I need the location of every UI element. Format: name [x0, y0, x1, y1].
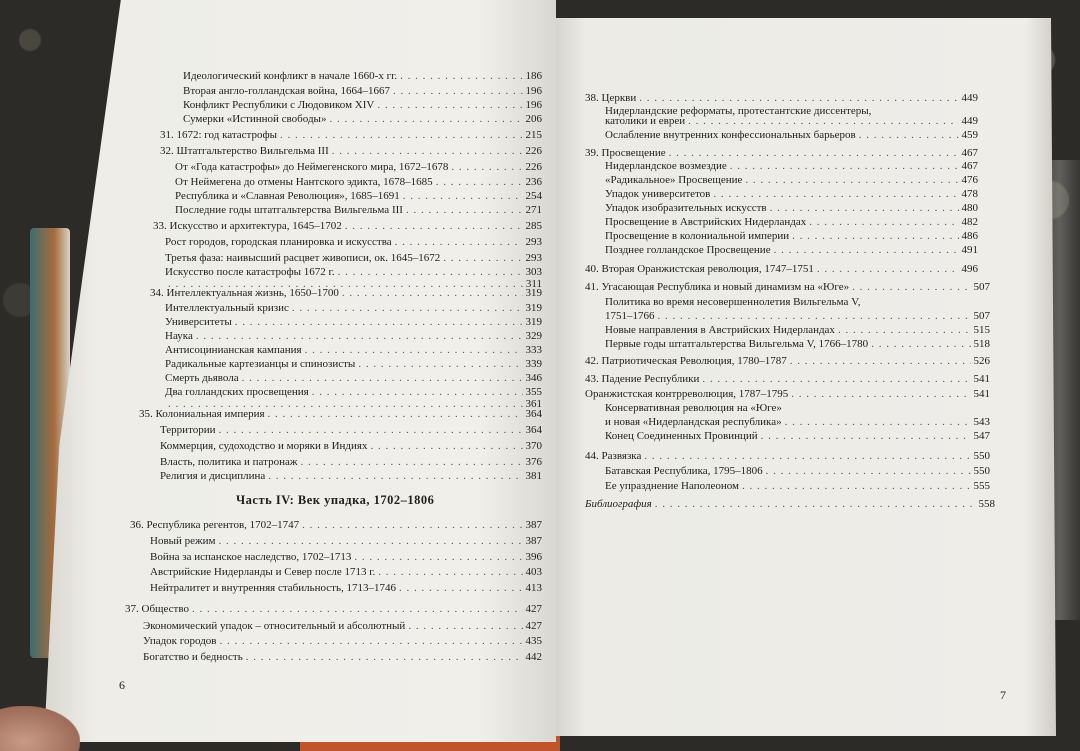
toc-leader-dots — [192, 603, 523, 615]
toc-entry-title: Новый режим — [150, 535, 216, 547]
toc-leader-dots — [790, 355, 971, 367]
left-toc-entry — [165, 330, 542, 342]
right-toc-entry — [605, 465, 990, 477]
toc-leader-dots — [300, 456, 522, 468]
toc-entry-page: 396 — [525, 551, 542, 563]
toc-leader-dots — [408, 620, 522, 632]
toc-entry-page: 467 — [961, 147, 978, 159]
toc-entry-page: 206 — [525, 113, 542, 125]
toc-entry-title: 42. Патриотическая Революция, 1780–1787 — [585, 355, 787, 367]
left-toc-entry — [160, 424, 542, 436]
toc-entry-page: 449 — [961, 92, 978, 104]
toc-leader-dots — [292, 302, 523, 314]
left-toc-entry — [160, 145, 542, 157]
left-toc-entry — [165, 358, 542, 370]
toc-entry-page: 550 — [973, 450, 990, 462]
toc-entry-title: Вторая англо-голландская война, 1664–1667 — [183, 85, 391, 97]
toc-entry-page: 361 — [525, 398, 542, 410]
left-toc-entry — [150, 582, 542, 594]
toc-leader-dots — [399, 582, 522, 594]
toc-entry-page: 476 — [961, 174, 978, 186]
toc-entry-page: 215 — [525, 129, 542, 141]
toc-leader-dots — [655, 498, 976, 510]
toc-entry-page: 518 — [973, 338, 990, 350]
toc-entry-title: Батавская Республика, 1795–1806 — [605, 465, 763, 477]
toc-leader-dots — [338, 266, 523, 278]
toc-entry-page: 541 — [973, 373, 990, 385]
toc-entry-page: 376 — [525, 456, 542, 468]
left-toc-entry — [165, 386, 542, 398]
right-toc-entry — [585, 450, 990, 462]
toc-entry-title: Смерть дьявола — [165, 372, 239, 384]
right-toc-entry — [605, 115, 978, 127]
toc-leader-dots — [280, 129, 522, 141]
toc-entry-page: 364 — [525, 424, 542, 436]
toc-entry-title: Новые направления в Австрийских Нидерландах — [605, 324, 835, 336]
right-toc-entry — [605, 324, 990, 336]
toc-leader-dots — [268, 408, 523, 420]
left-toc-entry — [165, 252, 542, 264]
toc-entry-title: Нидерландские реформаты, протестантские диссентеры, — [605, 105, 872, 117]
toc-entry-page: 449 — [961, 115, 978, 127]
left-toc-entry — [130, 519, 542, 531]
toc-leader-dots — [639, 92, 958, 104]
toc-entry-title: 39. Просвещение — [585, 147, 666, 159]
toc-entry-page: 319 — [525, 316, 542, 328]
toc-leader-dots — [713, 188, 958, 200]
left-toc-entry — [165, 344, 542, 356]
toc-leader-dots — [378, 566, 522, 578]
right-toc-entry — [585, 388, 990, 400]
toc-entry-page: 459 — [961, 129, 978, 141]
toc-leader-dots — [809, 216, 958, 228]
toc-entry-title: Библиография — [585, 498, 652, 510]
left-toc-entry — [125, 603, 542, 615]
toc-entry-page: 526 — [973, 355, 990, 367]
left-toc-entry — [143, 620, 542, 632]
toc-entry-page: 550 — [973, 465, 990, 477]
toc-leader-dots — [329, 113, 522, 125]
toc-leader-dots — [220, 635, 523, 647]
toc-entry-title: Конфликт Республики с Людовиком XIV — [183, 99, 375, 111]
toc-entry-page: 381 — [525, 470, 542, 482]
toc-entry-page: 480 — [961, 202, 978, 214]
toc-leader-dots — [852, 281, 970, 293]
left-toc-entry — [160, 470, 542, 482]
right-toc-entry — [605, 174, 978, 186]
toc-entry-title: Позднее голландское Просвещение — [605, 244, 771, 256]
toc-entry-page: 543 — [973, 416, 990, 428]
left-toc-entry — [150, 566, 542, 578]
right-toc-entry — [605, 310, 990, 322]
left-toc-entry — [175, 176, 542, 188]
toc-leader-dots — [730, 160, 959, 172]
toc-entry-title: Упадок университетов — [605, 188, 711, 200]
toc-entry-title: Религия и дисциплина — [160, 470, 266, 482]
toc-leader-dots — [436, 176, 523, 188]
toc-entry-title: Нейтралитет и внутренняя стабильность, 1713–1746 — [150, 582, 397, 594]
toc-entry-title: католики и евреи — [605, 115, 686, 127]
toc-entry-page: 339 — [525, 358, 542, 370]
toc-leader-dots — [669, 147, 959, 159]
toc-entry-page: 387 — [525, 535, 542, 547]
left-toc-entry — [153, 220, 542, 232]
toc-leader-dots — [785, 416, 971, 428]
toc-entry-page: 346 — [525, 372, 542, 384]
toc-entry-title: 38. Церкви — [585, 92, 637, 104]
toc-leader-dots — [370, 440, 522, 452]
toc-entry-title: Республика и «Славная Революция», 1685–1691 — [175, 190, 400, 202]
toc-entry-page: 186 — [525, 70, 542, 82]
toc-leader-dots — [761, 430, 971, 442]
toc-entry-title: Австрийские Нидерланды и Север после 1713 г. — [150, 566, 376, 578]
toc-leader-dots — [332, 145, 523, 157]
toc-leader-dots — [403, 190, 523, 202]
left-toc-entry — [160, 129, 542, 141]
toc-entry-page: 482 — [961, 216, 978, 228]
toc-leader-dots — [219, 424, 523, 436]
left-toc-entry — [183, 70, 542, 82]
right-toc-entry — [605, 244, 978, 256]
left-page-number: 6 — [119, 678, 125, 692]
left-toc-entry — [143, 651, 542, 663]
toc-entry-page: 427 — [525, 603, 542, 615]
toc-entry-title: Экономический упадок – относительный и абсолютный — [143, 620, 406, 632]
toc-entry-page: 435 — [525, 635, 542, 647]
right-page-number: 7 — [1000, 688, 1006, 702]
toc-entry-title: Нидерландское возмездие — [605, 160, 727, 172]
right-toc-entry — [585, 373, 990, 385]
toc-entry-title: 40. Вторая Оранжистская революция, 1747–1751 — [585, 263, 814, 275]
thumb — [0, 706, 80, 751]
toc-leader-dots — [766, 465, 971, 477]
toc-leader-dots — [302, 519, 522, 531]
toc-leader-dots — [742, 480, 971, 492]
right-toc-entry — [585, 355, 990, 367]
left-toc-entry — [150, 287, 542, 299]
toc-entry-title: Ослабление внутренних конфессиональных барьеров — [605, 129, 856, 141]
toc-entry-title: Консервативная революция на «Юге» — [605, 402, 782, 414]
left-toc-entry — [165, 236, 542, 248]
toc-entry-title: Ее упразднение Наполеоном — [605, 480, 739, 492]
right-toc-entry — [585, 92, 978, 104]
right-toc-entry — [605, 480, 990, 492]
toc-leader-dots — [268, 470, 522, 482]
right-toc-entry — [585, 147, 978, 159]
right-toc-entry — [605, 338, 990, 350]
left-toc-entry — [139, 408, 542, 420]
toc-entry-title: 34. Интеллектуальная жизнь, 1650–1700 — [150, 287, 339, 299]
toc-leader-dots — [443, 252, 522, 264]
toc-entry-page: 558 — [978, 498, 995, 510]
left-toc-entry — [160, 456, 542, 468]
toc-entry-title: Просвещение в Австрийских Нидерландах — [605, 216, 807, 228]
toc-leader-dots — [451, 161, 522, 173]
toc-entry-page: 196 — [525, 99, 542, 111]
toc-entry-page: 236 — [525, 176, 542, 188]
left-toc-entry — [143, 635, 542, 647]
toc-entry-title: От «Года катастрофы» до Неймегенского мира, 1672–1678 — [175, 161, 449, 173]
toc-leader-dots — [859, 129, 959, 141]
toc-entry-title: Антисоцинианская кампания — [165, 344, 302, 356]
right-toc-entry — [605, 230, 978, 242]
toc-entry-page: 254 — [525, 190, 542, 202]
toc-entry-title: Война за испанское наследство, 1702–1713 — [150, 551, 352, 563]
toc-entry-title: и новая «Нидерландская республика» — [605, 416, 782, 428]
right-toc-entry — [605, 216, 978, 228]
toc-entry-title: Последние годы штатгальтерства Вильгельма III — [175, 204, 403, 216]
toc-entry-title: Университеты — [165, 316, 232, 328]
right-toc-entry — [605, 188, 978, 200]
left-toc-entry — [160, 440, 542, 452]
left-toc-entry — [175, 190, 542, 202]
left-toc-entry — [165, 316, 542, 328]
toc-entry-page: 226 — [525, 161, 542, 173]
toc-entry-page: 442 — [525, 651, 542, 663]
toc-entry-title: Два голландских просвещения — [165, 386, 309, 398]
toc-entry-title: Рост городов, городская планировка и искусства — [165, 236, 392, 248]
toc-leader-dots — [658, 310, 971, 322]
left-toc-entry — [183, 85, 542, 97]
left-toc-entry — [183, 99, 542, 111]
toc-entry-page: 387 — [525, 519, 542, 531]
toc-entry-page: 329 — [525, 330, 542, 342]
part-title: Часть IV: Век упадка, 1702–1806 — [236, 493, 435, 507]
toc-entry-page: 333 — [525, 344, 542, 356]
toc-entry-title: Конец Соединенных Провинций — [605, 430, 758, 442]
right-toc-entry — [605, 202, 978, 214]
toc-entry-page: 319 — [525, 287, 542, 299]
toc-leader-dots — [345, 220, 523, 232]
toc-entry-page: 364 — [525, 408, 542, 420]
toc-entry-page: 515 — [973, 324, 990, 336]
toc-entry-title: Богатство и бедность — [143, 651, 243, 663]
left-toc-entry — [150, 551, 542, 563]
toc-leader-dots — [235, 316, 523, 328]
toc-entry-title: 41. Угасающая Республика и новый динамизм на «Юге» — [585, 281, 850, 293]
toc-entry-page: 413 — [525, 582, 542, 594]
toc-entry-page: 507 — [973, 281, 990, 293]
right-toc-entry — [605, 402, 990, 414]
toc-entry-title: 36. Республика регентов, 1702–1747 — [130, 519, 300, 531]
toc-entry-title: Сумерки «Истинной свободы» — [183, 113, 327, 125]
toc-entry-title: Власть, политика и патронаж — [160, 456, 298, 468]
toc-entry-page: 541 — [973, 388, 990, 400]
toc-entry-title: Политика во время несовершеннолетия Вильгельма V, — [605, 296, 861, 308]
toc-entry-page: 403 — [525, 566, 542, 578]
toc-entry-title: «Радикальное» Просвещение — [605, 174, 743, 186]
toc-entry-page: 555 — [973, 480, 990, 492]
toc-entry-page: 226 — [525, 145, 542, 157]
toc-entry-page: 311 — [525, 278, 542, 290]
toc-leader-dots — [377, 99, 522, 111]
toc-entry-page: 271 — [525, 204, 542, 216]
toc-entry-title: 31. 1672: год катастрофы — [160, 129, 278, 141]
toc-entry-page: 547 — [973, 430, 990, 442]
toc-leader-dots — [246, 651, 523, 663]
toc-leader-dots — [196, 330, 523, 342]
right-toc-entry — [605, 160, 978, 172]
toc-entry-title: Коммерция, судоходство и моряки в Индиях — [160, 440, 368, 452]
toc-entry-page: 293 — [525, 252, 542, 264]
toc-entry-page: 196 — [525, 85, 542, 97]
toc-entry-title: Наука — [165, 330, 193, 342]
toc-entry-page: 478 — [961, 188, 978, 200]
left-toc-entry — [165, 266, 542, 278]
right-toc-entry — [585, 263, 978, 275]
toc-entry-title: Интеллектуальный кризис — [165, 302, 289, 314]
toc-leader-dots — [774, 244, 959, 256]
toc-leader-dots — [395, 236, 523, 248]
left-toc-entry — [183, 113, 542, 125]
toc-entry-title: Территории — [160, 424, 216, 436]
toc-entry-page: 319 — [525, 302, 542, 314]
toc-entry-title: Упадок изобразительных искусств — [605, 202, 767, 214]
toc-entry-title: Просвещение в колониальной империи — [605, 230, 790, 242]
left-toc-entry — [150, 535, 542, 547]
toc-leader-dots — [312, 386, 523, 398]
right-toc-entry — [585, 498, 995, 510]
toc-entry-page: 507 — [973, 310, 990, 322]
toc-leader-dots — [644, 450, 970, 462]
toc-leader-dots — [688, 115, 958, 127]
toc-leader-dots — [702, 373, 970, 385]
toc-leader-dots — [358, 358, 522, 370]
toc-leader-dots — [770, 202, 959, 214]
left-toc-entry — [175, 204, 542, 216]
toc-entry-title: 44. Развязка — [585, 450, 642, 462]
toc-leader-dots — [354, 551, 522, 563]
toc-entry-page: 496 — [961, 263, 978, 275]
toc-entry-page: 303 — [525, 266, 542, 278]
right-toc-entry — [585, 281, 990, 293]
toc-leader-dots — [242, 372, 523, 384]
toc-entry-title: 1751–1766 — [605, 310, 655, 322]
toc-entry-title: 33. Искусство и архитектура, 1645–1702 — [153, 220, 342, 232]
toc-entry-page: 427 — [525, 620, 542, 632]
toc-entry-page: 285 — [525, 220, 542, 232]
toc-entry-page: 486 — [961, 230, 978, 242]
toc-leader-dots — [838, 324, 971, 336]
toc-entry-title: От Неймегена до отмены Нантского эдикта, 1678–1685 — [175, 176, 433, 188]
left-toc-entry — [165, 302, 542, 314]
toc-entry-page: 355 — [525, 386, 542, 398]
toc-leader-dots — [342, 287, 523, 299]
left-toc-entry — [165, 372, 542, 384]
toc-entry-title: Искусство после катастрофы 1672 г. — [165, 266, 335, 278]
left-toc-entry — [175, 161, 542, 173]
toc-entry-page: 467 — [961, 160, 978, 172]
toc-entry-title: 35. Колониальная империя — [139, 408, 265, 420]
toc-leader-dots — [817, 263, 959, 275]
toc-entry-page: 491 — [961, 244, 978, 256]
toc-entry-title: Упадок городов — [143, 635, 217, 647]
toc-entry-title: Первые годы штатгальтерства Вильгельма V, 1766–1780 — [605, 338, 869, 350]
toc-leader-dots — [219, 535, 523, 547]
right-toc-entry — [605, 129, 978, 141]
toc-entry-title: 37. Общество — [125, 603, 189, 615]
toc-entry-page: 293 — [525, 236, 542, 248]
toc-leader-dots — [745, 174, 958, 186]
right-toc-entry — [605, 296, 990, 308]
toc-leader-dots — [406, 204, 523, 216]
toc-entry-title: Оранжистская контрреволюция, 1787–1795 — [585, 388, 789, 400]
toc-entry-page: 370 — [525, 440, 542, 452]
toc-leader-dots — [792, 230, 958, 242]
toc-leader-dots — [400, 70, 522, 82]
toc-entry-title: Третья фаза: наивысший расцвет живописи, ок. 1645–1672 — [165, 252, 441, 264]
toc-entry-title: Радикальные картезианцы и спинозисты — [165, 358, 356, 370]
toc-entry-title: Идеологический конфликт в начале 1660-х гг. — [183, 70, 398, 82]
toc-entry-title: 43. Падение Республики — [585, 373, 700, 385]
toc-leader-dots — [393, 85, 522, 97]
toc-leader-dots — [871, 338, 970, 350]
toc-entry-title: 32. Штатгальтерство Вильгельма III — [160, 145, 329, 157]
right-toc-entry — [605, 416, 990, 428]
toc-leader-dots — [791, 388, 970, 400]
right-toc-entry — [605, 430, 990, 442]
toc-leader-dots — [305, 344, 523, 356]
